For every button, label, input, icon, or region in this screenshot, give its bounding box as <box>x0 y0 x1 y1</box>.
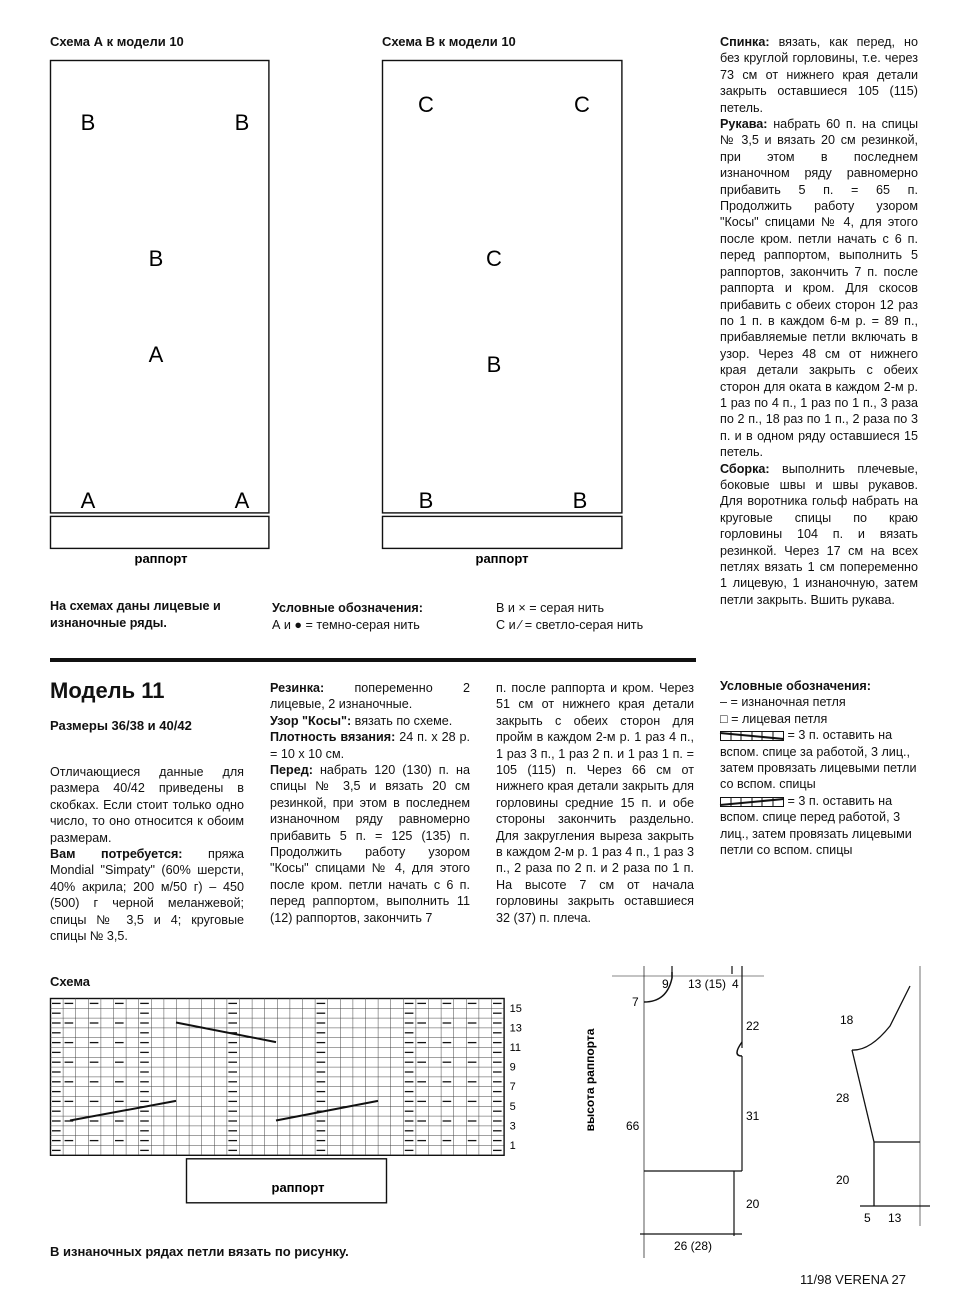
scheme-a-label-a-center: A <box>148 342 164 367</box>
width-label-shoulder: 13 (15) <box>688 977 727 991</box>
legend-11-purl: – = изнаночная петля <box>720 695 846 710</box>
gauge-paragraph: Плотность вязания: 24 п. х 28 р. = 10 х 10 см. <box>270 730 470 761</box>
scheme-a-title: Схема А к модели 10 <box>50 34 184 49</box>
sleeve-pattern <box>830 966 930 1238</box>
charts-note: На схемах даны лицевые и изнаночные ряды. <box>50 599 221 630</box>
section-divider <box>50 658 696 662</box>
scheme-b-label-b-center: B <box>486 352 502 377</box>
scheme-b-title: Схема В к модели 10 <box>382 34 516 49</box>
cable-chart-row-number: 7 <box>509 1081 516 1094</box>
scheme-a-label-b-center: B <box>148 246 164 271</box>
body-pattern <box>612 966 764 1258</box>
cable-chart <box>50 998 597 1222</box>
scheme-a-label-a-left: A <box>80 488 96 513</box>
model-col3: п. после раппорта и кром. Через 51 см от нижнего края детали закрыть с обеих сторон для пройм в каждом 2-м р. 1 раз 4 п., 1 раз 3 п., 1 раз 2 п. и 1 раз 1 п. = 105 (115) п. Через 66 см от нижнего края детали закрыть для горловины средние 15 п. и обе стороны закончить раздельно. Для закругления выреза закрыть в каждом 2-м р. 1 раз 4 п., 1 раз 3 п., 2 раза по 2 п. и 2 раза по 1 п. На высоте 7 см от начала горловины закрыть оставшиеся 32 (37) п. плеча. <box>496 681 694 925</box>
back-paragraph: Спинка: вязать, как перед, но без круглой горловины, т.е. через 73 см от нижнего края детали закрыть оставшиеся 105 (115) петель. <box>720 35 918 115</box>
sleeve-height-rib: 20 <box>836 1173 850 1187</box>
height-label-rib: 20 <box>746 1197 760 1211</box>
model-intro: Отличающиеся данные для размера 40/42 приведены в скобках. Если стоит только одно число, то оно относится к обоим размерам. <box>50 765 244 845</box>
scheme-a-chart <box>50 60 272 580</box>
legend-10-a: А и ● = темно-серая нить <box>272 618 420 632</box>
legend-10-c: С и ⁄ = светло-серая нить <box>496 618 644 632</box>
front-paragraph: Перед: набрать 120 (130) п. на спицы № 3,5 и вязать 20 см резинкой, при этом в последнем изнаночном ряду равномерно прибавить 5 п. = 125 (135) п. Продолжить работу узором "Косы" спицами № 4, для этого после кром. петли начать с 6 п. перед раппортом, выполнить 11 (12) раппортов, закончить 7 <box>270 763 470 925</box>
cable-chart-rapport-label: раппорт <box>271 1180 325 1195</box>
cable-pattern-paragraph: Узор "Косы": вязать по схеме. <box>270 713 453 728</box>
legend-11-knit: □ = лицевая петля <box>720 711 828 726</box>
scheme-b-frame <box>383 61 622 513</box>
height-label-side: 31 <box>746 1109 760 1123</box>
model-col2 <box>270 680 470 926</box>
scheme-a-rapport-label: раппорт <box>134 551 188 566</box>
cable-chart-side-label: высота раппорта <box>583 1028 597 1132</box>
scheme-a-label-a-right: A <box>234 488 250 513</box>
cable-chart-title: Схема <box>50 974 91 989</box>
height-label-armhole: 22 <box>746 1019 760 1033</box>
scheme-b-label-c-center: C <box>486 246 502 271</box>
sleeve-width-edge: 5 <box>864 1211 871 1225</box>
height-label-body: 66 <box>626 1119 640 1133</box>
legend-10-title: Условные обозначения: <box>272 601 423 615</box>
cable-chart-row-number: 5 <box>509 1100 516 1113</box>
sleeve-height-cap: 18 <box>840 1013 854 1027</box>
model-title: Модель 11 <box>50 678 165 703</box>
legend-10 <box>272 600 482 634</box>
cable-chart-row-number: 1 <box>509 1140 516 1152</box>
materials-paragraph: Вам потребуется: пряжа Mondial "Simpaty" (60% шерсти, 40% акрила; 200 м/50 г) – 450 (500) г черной меланжевой; спицы № 3,5 и 4; круговые спицы № 3,5. <box>50 847 244 944</box>
cable-chart-row-number: 13 <box>509 1022 522 1035</box>
legend-11 <box>720 678 918 858</box>
back-sleeves-assembly-text <box>720 34 918 608</box>
width-label-bottom: 26 (28) <box>674 1239 713 1253</box>
legend-11-title: Условные обозначения: <box>720 679 871 693</box>
scheme-a-label-b-right: B <box>234 110 250 135</box>
width-label-edge: 4 <box>732 977 739 991</box>
legend-11-cable-back: = 3 п. оставить на вспом. спице за работой, 3 лиц., затем провязать лицевыми петли со вспом. спицы <box>720 728 917 792</box>
scheme-b-label-b-left: B <box>418 488 434 513</box>
legend-11-cable-front: = 3 п. оставить на вспом. спице перед работой, 3 лиц., затем провязать лицевыми петли со вспом. спицы <box>720 793 912 858</box>
rib-paragraph: Резинка: попеременно 2 лицевые, 2 изнаночные. <box>270 681 470 712</box>
sleeve-height-body: 28 <box>836 1091 850 1105</box>
cable-front-symbol <box>720 797 784 807</box>
scheme-b-rapport-box <box>383 516 622 548</box>
scheme-a-rapport-box <box>51 516 269 548</box>
scheme-b-rapport-label: раппорт <box>475 551 529 566</box>
legend-10-bc <box>496 600 696 634</box>
width-label-neck: 9 <box>662 977 669 991</box>
height-label-neck: 7 <box>632 995 639 1009</box>
legend-10-b: В и × = серая нить <box>496 601 605 615</box>
sleeve-width-half: 13 <box>888 1211 902 1225</box>
page-footer: 11/98 VERENA 27 <box>800 1272 906 1287</box>
scheme-b-label-c-left: C <box>418 92 434 117</box>
scheme-a-label-b-left: B <box>80 110 96 135</box>
scheme-b-chart <box>382 60 624 580</box>
cable-chart-row-number: 11 <box>509 1042 522 1054</box>
model-col1 <box>50 764 244 944</box>
scheme-b-label-b-right: B <box>572 488 588 513</box>
scheme-b-label-c-right: C <box>574 92 590 117</box>
cable-chart-row-number: 3 <box>509 1120 516 1133</box>
model-sizes: Размеры 36/38 и 40/42 <box>50 718 192 733</box>
cable-back-symbol <box>720 731 784 741</box>
sleeves-paragraph: Рукава: набрать 60 п. на спицы № 3,5 и вязать 20 см резинкой, при этом в последнем изнаночном ряду равномерно прибавить 5 п. = 65 п. Продолжить работу узором "Косы" спицами № 4, для этого после кром. петли начать с 6 п. перед раппортом, выполнить 5 раппортов, закончить 7 п. после раппорта и кром. Для скосов прибавить с обеих сторон 12 раз по 1 п. в каждом 6-м р. = 89 п., прибавляемые петли включать в узор. Через 48 см от нижнего края детали закрыть с обеих сторон для оката в каждом 2-м р. 1 раз по 4 п., 1 раз по 1 п., 3 раза по 2 п., 18 раз по 1 п., 2 раза по 3 п. и в одном ряду оставшиеся 15 петель. <box>720 117 918 460</box>
assembly-paragraph: Сборка: выполнить плечевые, боковые швы и швы рукавов. Для воротника гольф набрать на круговые спицы по краю горловины 104 п. и вязать резинкой. Через 17 см на всех петлях вязать 1 см попеременно 1 лицевую, 1 изнаночную, затем петли закрыть. Вшить рукава. <box>720 461 918 607</box>
cable-chart-footnote: В изнаночных рядах петли вязать по рисунку. <box>50 1244 349 1259</box>
cable-chart-row-number: 9 <box>509 1061 516 1074</box>
cable-chart-row-number: 15 <box>509 1002 522 1015</box>
